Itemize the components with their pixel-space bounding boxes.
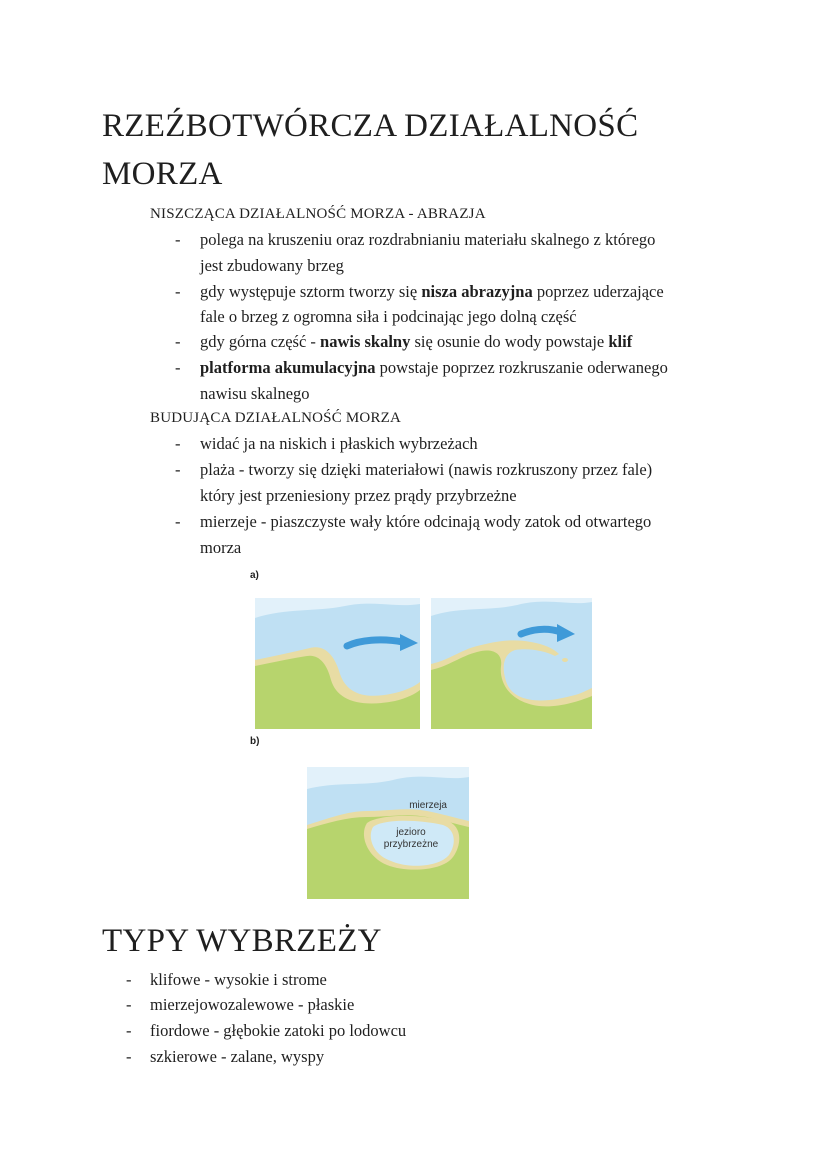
destructive-item-2-line2: fale o brzeg z ogromna siła i podcinając jego dolną część <box>200 307 577 326</box>
figure-caption-a: a) <box>250 570 259 581</box>
lagoon-label-line1: jezioro <box>396 827 426 838</box>
bullet-dash: - <box>175 434 181 453</box>
building-item-2-line2: który jest przeniesiony przez prądy przybrzeżne <box>200 486 517 505</box>
coast-type-item: klifowe - wysokie i strome <box>150 970 327 989</box>
section-title-building: BUDUJĄCA DZIAŁALNOŚĆ MORZA <box>150 410 402 426</box>
coast-type-item: mierzejowozalewowe - płaskie <box>150 995 355 1014</box>
spit-and-lagoon-illustration <box>307 767 469 899</box>
building-item-1: widać ja na niskich i płaskich wybrzeżach <box>200 434 478 453</box>
section-title-destructive: NISZCZĄCA DZIAŁALNOŚĆ MORZA - ABRAZJA <box>150 206 486 222</box>
text-run: powstaje poprzez rozkruszanie oderwanego <box>375 358 668 377</box>
bullet-dash: - <box>175 230 181 249</box>
destructive-item-1-line2: jest zbudowany brzeg <box>200 256 344 275</box>
bullet-dash: - <box>126 970 132 989</box>
bullet-dash: - <box>126 995 132 1014</box>
lagoon-label-line2: przybrzeżne <box>383 839 439 850</box>
building-item-3-line2: morza <box>200 538 242 557</box>
building-item-2-line1: plaża - tworzy się dzięki materiałowi (nawis rozkruszony przez fale) <box>200 460 653 479</box>
bullet-dash: - <box>175 358 181 377</box>
coast-type-item: szkierowe - zalane, wyspy <box>150 1047 325 1066</box>
term-platforma-akumulacyjna: platforma akumulacyjna <box>200 358 376 377</box>
text-run: gdy występuje sztorm tworzy się <box>200 282 422 301</box>
bullet-dash: - <box>175 460 181 479</box>
spit-formation-stage1-illustration <box>255 598 420 729</box>
text-run: się osunie do wody powstaje <box>410 332 609 351</box>
term-nisza-abrazyjna: nisza abrazyjna <box>421 282 533 301</box>
destructive-item-1-line1: polega na kruszeniu oraz rozdrabnianiu materiału skalnego z którego <box>200 230 656 249</box>
bullet-dash: - <box>175 282 181 301</box>
destructive-item-3 <box>200 334 632 351</box>
building-item-3-line1: mierzeje - piaszczyste wały które odcinają wody zatok od otwartego <box>200 512 652 531</box>
figure-caption-b: b) <box>250 736 260 747</box>
coast-types-heading: TYPY WYBRZEŻY <box>102 923 382 959</box>
text-run: poprzez uderzające <box>532 282 664 301</box>
spit-label: mierzeja <box>409 800 447 811</box>
destructive-item-4-line2: nawisu skalnego <box>200 384 310 403</box>
coast-type-item: fiordowe - głębokie zatoki po lodowcu <box>150 1021 407 1040</box>
main-heading-line1: RZEŹBOTWÓRCZA DZIAŁALNOŚĆ <box>102 108 639 144</box>
bullet-dash: - <box>126 1047 132 1066</box>
term-nawis-skalny: nawis skalny <box>320 332 411 351</box>
spit-formation-stage2-illustration <box>431 598 592 729</box>
bullet-dash: - <box>175 332 181 351</box>
bullet-dash: - <box>126 1021 132 1040</box>
term-klif: klif <box>608 332 633 351</box>
main-heading-line2: MORZA <box>102 156 223 192</box>
text-run: gdy górna część - <box>200 332 321 351</box>
destructive-item-2-line1 <box>200 284 664 301</box>
destructive-item-4-line1 <box>200 360 668 377</box>
bullet-dash: - <box>175 512 181 531</box>
